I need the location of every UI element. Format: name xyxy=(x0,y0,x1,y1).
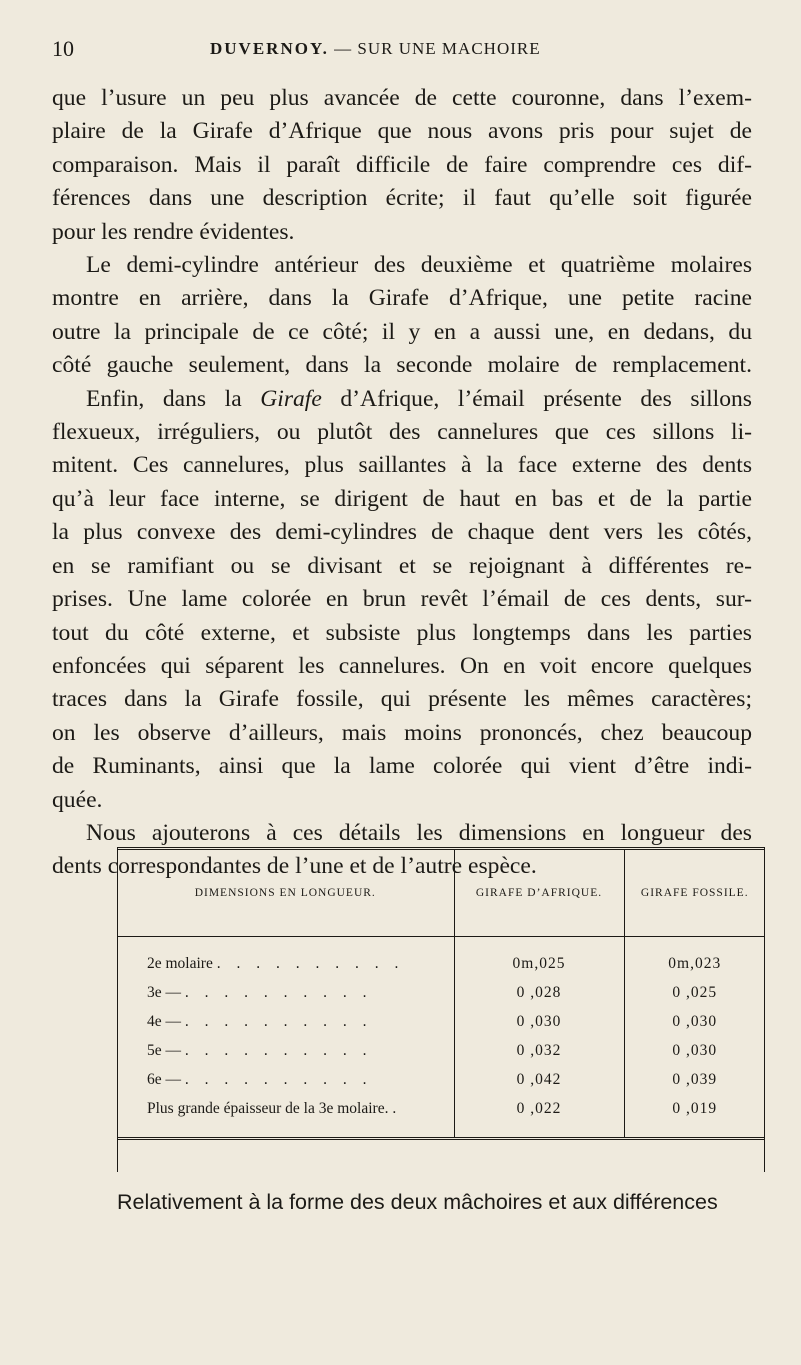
row-label xyxy=(117,937,454,979)
table-right-rule xyxy=(764,847,765,1172)
dot-leaders: . . . . . . . . . . xyxy=(184,1070,373,1088)
row-label xyxy=(117,1007,454,1036)
italic-term: Girafe xyxy=(260,385,322,412)
running-head xyxy=(52,36,752,66)
row-label-text: Plus grande épaisseur de la 3e molaire. xyxy=(147,1099,389,1117)
cell-afrique: 0m,025 xyxy=(454,937,624,979)
dot-leaders: . xyxy=(392,1099,403,1117)
row-label xyxy=(117,1094,454,1139)
row-label-text: 3e — xyxy=(147,983,182,1001)
running-title-separator: — xyxy=(334,39,353,58)
row-label xyxy=(117,1065,454,1094)
text-line: outre la principale de ce côté; il y en a aussi une, en dedans, du xyxy=(52,318,752,345)
cell-afrique: 0 ,022 xyxy=(454,1094,624,1139)
text-line: mitent. Ces cannelures, plus saillantes à la face externe des dents xyxy=(52,452,752,479)
dimensions-table-grid xyxy=(117,847,765,1140)
continuation-line: Relativement à la forme des deux mâchoires et aux différences xyxy=(117,1190,718,1214)
column-header-dimensions: DIMENSIONS EN LONGUEUR. xyxy=(117,849,454,937)
text-line: férences dans une description écrite; il faut qu’elle soit figurée xyxy=(52,185,752,212)
row-label xyxy=(117,978,454,1007)
text-fragment: Enfin, dans la xyxy=(86,385,261,412)
text-line: plaire de la Girafe d’Afrique que nous avons pris pour sujet de xyxy=(52,118,752,145)
text-line: enfoncées qui séparent les cannelures. On en voit encore quelques xyxy=(52,652,752,679)
table-left-rule xyxy=(117,847,118,1172)
text-line: qu’à leur face interne, se dirigent de haut en bas et de la partie xyxy=(52,485,752,512)
running-title xyxy=(210,39,541,59)
text-line: de Ruminants, ainsi que la lame colorée qui vient d’être indi- xyxy=(52,753,752,780)
cell-afrique: 0 ,030 xyxy=(454,1007,624,1036)
dot-leaders: . . . . . . . . . . xyxy=(184,983,373,1001)
text-fragment: d’Afrique, l’émail présente des sillons xyxy=(321,385,752,412)
text-line: que l’usure un peu plus avancée de cette couronne, dans l’exem- xyxy=(52,85,752,111)
cell-fossile: 0 ,019 xyxy=(624,1094,765,1139)
cell-fossile: 0 ,025 xyxy=(624,978,765,1007)
text-line: pour les rendre évidentes. xyxy=(52,218,295,245)
text-line: dents correspondantes de l’une et de l’autre espèce. xyxy=(52,853,537,880)
text-line: flexueux, irréguliers, ou plutôt des cannelures que ces sillons li- xyxy=(52,419,752,446)
page-number: 10 xyxy=(52,36,74,61)
text-line: on les observe d’ailleurs, mais moins prononcés, chez beaucoup xyxy=(52,719,752,746)
text-line: en se ramifiant ou se divisant et se rejoignant à différentes re- xyxy=(52,552,752,579)
table-row xyxy=(117,1094,765,1139)
cell-afrique: 0 ,042 xyxy=(454,1065,624,1094)
cell-fossile: 0 ,039 xyxy=(624,1065,765,1094)
text-line: Le demi-cylindre antérieur des deuxième et quatrième molaires xyxy=(86,252,752,279)
table-row xyxy=(117,937,765,979)
paragraph xyxy=(52,82,752,249)
text-line: la plus convexe des demi-cylindres de chaque dent vers les côtés, xyxy=(52,519,752,546)
table-row xyxy=(117,1007,765,1036)
row-label xyxy=(117,1036,454,1065)
cell-afrique: 0 ,028 xyxy=(454,978,624,1007)
running-title-author: DUVERNOY. xyxy=(210,39,329,58)
row-label-text: 6e — xyxy=(147,1070,182,1088)
text-line: traces dans la Girafe fossile, qui présente les mêmes caractères; xyxy=(52,686,752,713)
row-label-text: 2e molaire xyxy=(147,954,213,972)
text-line: tout du côté externe, et subsiste plus longtemps dans les parties xyxy=(52,619,752,646)
text-line: montre en arrière, dans la Girafe d’Afrique, une petite racine xyxy=(52,285,752,312)
body-text xyxy=(52,82,752,884)
row-label-text: 5e — xyxy=(147,1041,182,1059)
text-line: côté gauche seulement, dans la seconde molaire de remplacement. xyxy=(52,352,752,379)
text-line: quée. xyxy=(52,786,103,813)
table-header-row xyxy=(117,849,765,937)
text-line: prises. Une lame colorée en brun revêt l’émail de ces dents, sur- xyxy=(52,586,752,613)
table-row xyxy=(117,1065,765,1094)
row-label-text: 4e — xyxy=(147,1012,182,1030)
table-row xyxy=(117,978,765,1007)
paragraph xyxy=(52,249,752,383)
dimensions-table xyxy=(117,847,765,1172)
dot-leaders: . . . . . . . . . . xyxy=(184,1041,373,1059)
table-row xyxy=(117,1036,765,1065)
running-title-subject: SUR UNE MACHOIRE xyxy=(357,39,541,58)
cell-fossile: 0 ,030 xyxy=(624,1007,765,1036)
cell-fossile: 0m,023 xyxy=(624,937,765,979)
text-line: Nous ajouterons à ces détails les dimensions en longueur des xyxy=(86,819,752,846)
dot-leaders: . . . . . . . . . . xyxy=(184,1012,373,1030)
paragraph xyxy=(52,383,752,817)
column-header-girafe-fossile: GIRAFE FOSSILE. xyxy=(624,849,765,937)
cell-fossile: 0 ,030 xyxy=(624,1036,765,1065)
column-header-girafe-afrique: GIRAFE D’AFRIQUE. xyxy=(454,849,624,937)
text-line: comparaison. Mais il paraît difficile de faire comprendre ces dif- xyxy=(52,151,752,178)
dot-leaders: . . . . . . . . . . xyxy=(216,954,405,972)
cell-afrique: 0 ,032 xyxy=(454,1036,624,1065)
text-line xyxy=(52,383,752,416)
